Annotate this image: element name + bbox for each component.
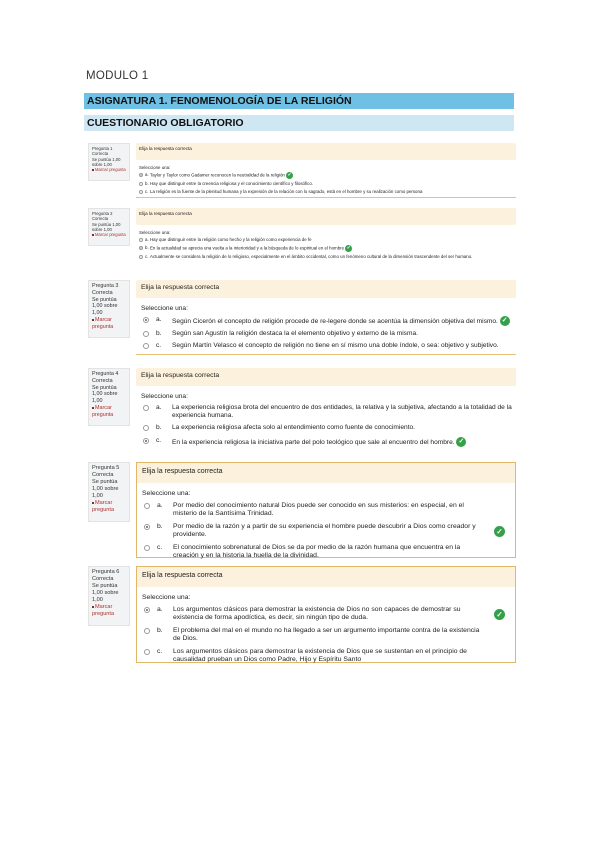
question-content [136,208,516,266]
question-info [88,208,130,246]
check-icon: ✓ [500,316,510,326]
radio-button[interactable] [139,190,143,194]
question-info [88,368,130,426]
radio-button[interactable] [143,438,149,444]
option-a[interactable]: a. La experiencia religiosa brota del encuentro de dos entidades, la relativa y la subjetiva, afectando a la totalidad de la experiencia humana. [136,404,516,420]
question-number: Pregunta 4 [92,371,119,377]
question-info [88,280,130,338]
radio-button[interactable] [144,628,150,634]
question-status: Correcta [92,216,109,222]
question-content [136,566,516,663]
question-content [136,462,516,558]
radio-button[interactable] [139,246,143,250]
question-score: Se puntúa 1,00 sobre 1,00 [92,582,119,603]
question-1 [84,143,516,199]
option-c[interactable]: c. Actualmente se considera la religión de lo religioso, especialmente en el ámbito occidental, como un fenómeno cultural de la dimensión trascendente del ser humano. [136,254,516,260]
question-status: Correcta [92,471,114,478]
radio-button[interactable] [143,331,149,337]
check-icon: ✓ [494,526,505,537]
flag-question-link[interactable]: Marcar pregunta [92,499,115,513]
option-b[interactable]: b. Hay que distinguir entre la creencia religiosa y el conocimiento científico y filosófico. [136,181,516,187]
option-a[interactable]: a. Por medio del conocimiento natural Dios puede ser conocido en sus misterios: en especial, en el misterio de la Santísima Trinidad. [137,502,515,519]
flag-icon [92,319,94,321]
flag-icon [92,234,94,236]
radio-button[interactable] [143,317,149,323]
option-b[interactable]: b. Por medio de la razón y a partir de su experiencia el hombre puede descubrir a Dios como creador y providente. ✓ [137,523,515,540]
option-a[interactable]: a. Taylor y Taylor como Gadamer reconocen la neutralidad de la religión ✓ [136,172,516,179]
flag-question-link[interactable]: Marcar pregunta [92,404,114,418]
question-number: Pregunta 1 [92,146,113,151]
question-content [136,280,516,356]
question-5 [84,462,516,558]
question-number: Pregunta 6 [92,569,120,575]
question-3 [84,280,516,358]
option-c[interactable]: c. En la experiencia religiosa la iniciativa parte del polo teológico que sale al encuentro del hombre. ✓ [136,437,516,447]
flag-icon [92,169,94,171]
question-content [136,143,516,199]
divider [136,354,516,355]
question-info [88,143,130,181]
option-b[interactable]: b. El problema del mal en el mundo no ha llegado a ser un argumento importante contra de la existencia de Dios. [137,627,515,644]
question-score: Se puntúa 1,00 sobre 1,00 [92,156,121,167]
flag-icon [92,407,94,409]
question-content [136,368,516,450]
select-label: Seleccione una: [141,393,188,400]
radio-button[interactable] [139,173,143,177]
question-number: Pregunta 5 [92,465,120,471]
question-status: Correcta [92,377,113,384]
question-info [88,462,130,522]
question-number: Pregunta 2 [92,211,113,216]
select-label: Seleccione una: [141,305,188,312]
question-prompt: Elija la respuesta correcta [136,143,516,160]
question-status: Correcta [92,289,113,296]
option-c[interactable]: c. La religión es la fuente de la plenitud humana y la expresión de la relación con lo sagrado, está en el hombre y su realización como persona [136,189,516,195]
quiz-title: CUESTIONARIO OBLIGATORIO [84,115,514,131]
check-icon: ✓ [456,437,466,447]
radio-button[interactable] [144,503,150,509]
option-c[interactable]: c. Los argumentos clásicos para demostrar la existencia de Dios que se sustentan en el principio de causalidad prueban un Dios como Padre, Hijo y Espíritu Santo [137,648,515,665]
question-number: Pregunta 3 [92,283,119,289]
question-prompt: Elija la respuesta correcta [136,368,516,386]
question-prompt: Elija la respuesta correcta [137,567,515,587]
question-score: Se puntúa 1,00 sobre 1,00 [92,221,121,232]
option-b[interactable]: b. Según san Agustín la religión destaca la el elemento objetivo y externo de la misma. [136,330,516,338]
flag-question-link[interactable]: Marcar pregunta [92,603,115,617]
check-icon: ✓ [346,244,351,251]
check-icon: ✓ [494,609,505,620]
question-status: Correcta [92,575,114,582]
module-title: MODULO 1 [86,70,149,82]
select-label: Seleccione una: [142,594,191,601]
subject-title: ASIGNATURA 1. FENOMENOLOGÍA DE LA RELIGIÓN [84,93,514,109]
option-c[interactable]: c. Según Martín Velasco el concepto de religión no tiene en sí mismo una doble índole, o sea: objetivo y subjetivo. [136,342,516,350]
option-a[interactable]: a. Hay que distinguir entre la religión como hecho y la religión como experiencia de fe [136,237,516,243]
radio-button[interactable] [144,607,150,613]
radio-button[interactable] [139,255,143,259]
option-b[interactable]: b. La experiencia religiosa afecta solo al entendimiento como fuente de conocimiento. [136,424,516,432]
select-label: Seleccione una: [139,165,171,170]
check-icon: ✓ [287,172,292,178]
select-label: Seleccione una: [139,230,171,235]
select-label: Seleccione una: [142,490,191,497]
question-score: Se puntúa 1,00 sobre 1,00 [92,478,119,499]
radio-button[interactable] [143,425,149,431]
radio-button[interactable] [144,524,150,530]
flag-question-link[interactable]: Marcar pregunta [92,167,126,172]
question-2 [84,208,516,266]
flag-icon [92,502,94,504]
question-prompt: Elija la respuesta correcta [136,280,516,298]
radio-button[interactable] [143,343,149,349]
radio-button[interactable] [139,182,143,186]
radio-button[interactable] [144,545,150,551]
question-status: Correcta [92,151,109,157]
question-prompt: Elija la respuesta correcta [137,463,515,483]
flag-question-link[interactable]: Marcar pregunta [92,316,114,330]
option-a[interactable]: a. Según Cicerón el concepto de religión procede de re-legere donde se acentúa la dimensión objetiva del mismo. ✓ [136,316,516,326]
question-score: Se puntúa 1,00 sobre 1,00 [92,296,118,316]
question-prompt: Elija la respuesta correcta [136,208,516,225]
question-score: Se puntúa 1,00 sobre 1,00 [92,384,118,404]
question-info [88,566,130,626]
question-4 [84,368,516,450]
radio-button[interactable] [143,405,149,411]
question-6 [84,566,516,663]
option-a[interactable]: a. Los argumentos clásicos para demostrar la existencia de Dios no son capaces de demostrar su existencia de forma apodíctica, es decir, sin ningún tipo de duda. ✓ [137,606,515,623]
radio-button[interactable] [144,649,150,655]
option-b[interactable]: b. En la actualidad se aprecia una vuelta a la interioridad y a la búsqueda de lo espiritual en el hombre ✓ [136,245,516,252]
option-c[interactable]: c. El conocimiento sobrenatural de Dios se da por medio de la razón humana que encuentra en la creación y en la historia la huella de la divinidad. [137,544,515,561]
flag-icon [92,606,94,608]
radio-button[interactable] [139,238,143,242]
divider [136,197,516,198]
flag-question-link[interactable]: Marcar pregunta [92,232,126,237]
